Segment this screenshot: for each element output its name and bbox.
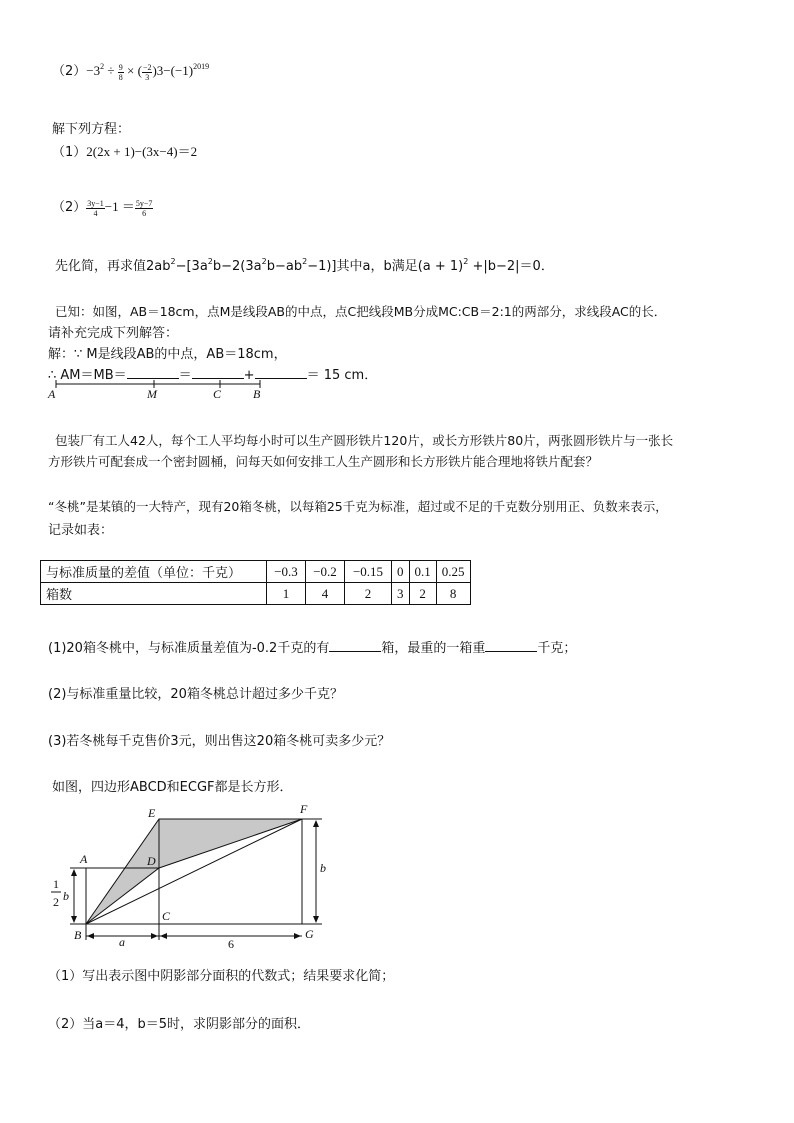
label-six: 6 [228,937,234,950]
q2-eq2-den1: 4 [93,208,98,218]
label-a-len: a [119,935,125,949]
q4-segment-figure [44,376,274,402]
q6-line2: 记录如表： [48,523,114,538]
q3-text [55,255,554,274]
label-b: B [253,387,261,401]
q1-exp2: 2 [100,62,105,71]
table-cell: 0 [392,561,410,583]
q2-eq2-num1: 3y−1 [87,198,104,208]
label-f: F [300,802,308,816]
q2-eq2-frac2 [135,199,154,218]
q1-exp2019: 2019 [193,62,210,71]
q6-sub1 [48,637,576,656]
q7-sub1: （1）写出表示图中阴影部分面积的代数式；结果要求化简； [48,969,395,984]
arrow-up-icon [313,820,319,827]
table-cell: −0.3 [267,561,306,583]
q6-sub1-b: 箱，最重的一箱重 [381,641,486,656]
q6-sub1-c: 千克； [537,641,577,656]
label-b-right: b [320,861,326,875]
q1-cube: )3−(−1) [152,63,194,78]
q1-frac2 [142,63,153,82]
table-cell: 0.25 [436,561,470,583]
table-cell: 1 [267,583,306,605]
q4-line4-a: ∴ AM＝MB＝ [48,368,127,383]
q2-eq2 [52,196,153,218]
label-b: B [74,928,82,942]
table-row [41,583,471,605]
q2-eq2-label: （2） [52,200,87,215]
table-cell: 2 [345,583,392,605]
q6-sub3: (3)若冬桃每千克售价3元，则出售这20箱冬桃可卖多少元？ [48,734,391,749]
label-a: A [48,387,56,401]
q2-eq2-frac1 [86,199,105,218]
label-half-den: 2 [53,895,59,909]
label-a: A [80,852,88,866]
q3-sup3: 2 [261,257,267,266]
table-row [41,561,471,583]
q6-record-table [40,560,471,605]
table-cell: −0.15 [345,561,392,583]
table-header-diff: 与标准质量的差值（单位：千克） [41,561,267,583]
q2-title: 解下列方程： [52,122,131,137]
q5-line2: 方形铁片可配套成一个密封圆桶，问每天如何安排工人生产圆形和长方形铁片能合理地将铁片配套？ [48,454,599,469]
q6-sub2: (2)与标准重量比较，20箱冬桃总计超过多少千克？ [48,687,343,702]
q2-eq1-text: 2(2x + 1)−(3x−4)＝2 [86,144,198,159]
q5-line1: 包装厂有工人42人，每个工人平均每小时可以生产圆形铁片120片，或长方形铁片80片，两张圆形铁片与一张长 [55,433,674,448]
q3-text-b: −[3a [175,259,208,274]
label-d: D [147,854,156,868]
q4-line3: 解：∵ M是线段AB的中点，AB＝18cm， [48,347,287,362]
q2-eq2-num2: 5y−7 [135,198,153,208]
label-half-num: 1 [53,877,59,891]
arrow-right-icon [151,933,158,939]
q2-eq1-label: （1） [52,145,87,160]
table-cell: 0.1 [409,561,436,583]
arrow-down-icon [71,916,77,923]
q1-prefix: （2） [52,64,87,79]
table-cell: −0.2 [306,561,345,583]
q1-expression [52,60,209,82]
q6-sub1-a: (1)20箱冬桃中，与标准质量差值为-0.2千克的有 [48,641,330,656]
label-g: G [305,927,314,941]
q1-frac2-num: −2 [142,62,152,72]
q6-blank-boxes [329,639,381,652]
arrow-down-icon [313,916,319,923]
arrow-right-icon [294,933,301,939]
q3-text-c: b−2(3a [212,259,262,274]
q2-eq2-den2: 6 [142,208,147,218]
table-header-count: 箱数 [41,583,267,605]
q3-sup1: 2 [170,257,176,266]
q6-line1: “冬桃”是某镇的一大特产，现有20箱冬桃，以每箱25千克为标准，超过或不足的千克数分别用正、负数来表示， [48,499,668,514]
q3-sup4: 2 [302,257,308,266]
label-b-left: b [63,889,69,903]
label-e: E [148,806,156,820]
q3-text-f: +|b−2|＝0． [468,259,554,274]
q4-line4-c: + [243,368,255,383]
label-c: C [213,387,222,401]
q2-eq1 [52,141,197,160]
q4-line1: 已知：如图，AB＝18cm，点M是线段AB的中点，点C把线段MB分成MC:CB＝2:1的两部分，求线段AC的长． [55,304,667,319]
arrow-left-icon [87,933,94,939]
q3-text-e: −1)]其中a，b满足(a + 1) [307,259,464,274]
label-m: M [147,387,157,401]
label-c: C [162,909,171,923]
table-cell: 3 [392,583,410,605]
q6-blank-heaviest [485,639,537,652]
q3-sup2: 2 [207,257,213,266]
q1-div: ÷ [104,63,118,78]
q1-frac1-den: 8 [118,72,123,82]
q1-frac2-den: 3 [145,72,150,82]
q7-rectangles-figure [44,800,334,950]
q3-text-a: 先化简，再求值2ab [55,259,171,274]
q1-frac1-num: 9 [118,62,123,72]
arrow-up-icon [71,869,77,876]
q1-times: × ( [123,63,142,78]
table-cell: 4 [306,583,345,605]
table-cell: 8 [436,583,470,605]
q7-sub2: （2）当a＝4，b＝5时，求阴影部分的面积． [48,1017,311,1032]
q3-sup5: 2 [463,257,469,266]
arrow-left-icon [160,933,167,939]
q2-eq2-mid: −1 ＝ [104,199,135,214]
q4-line4-b: ＝ [178,368,192,383]
q4-line4-d: ＝ 15 cm． [306,368,378,383]
q7-title: 如图，四边形ABCD和ECGF都是长方形． [52,780,293,795]
q3-text-d: b−ab [266,259,303,274]
q4-line2: 请补充完成下列解答： [48,326,179,341]
q1-expr-start: −3 [86,63,101,78]
table-cell: 2 [409,583,436,605]
